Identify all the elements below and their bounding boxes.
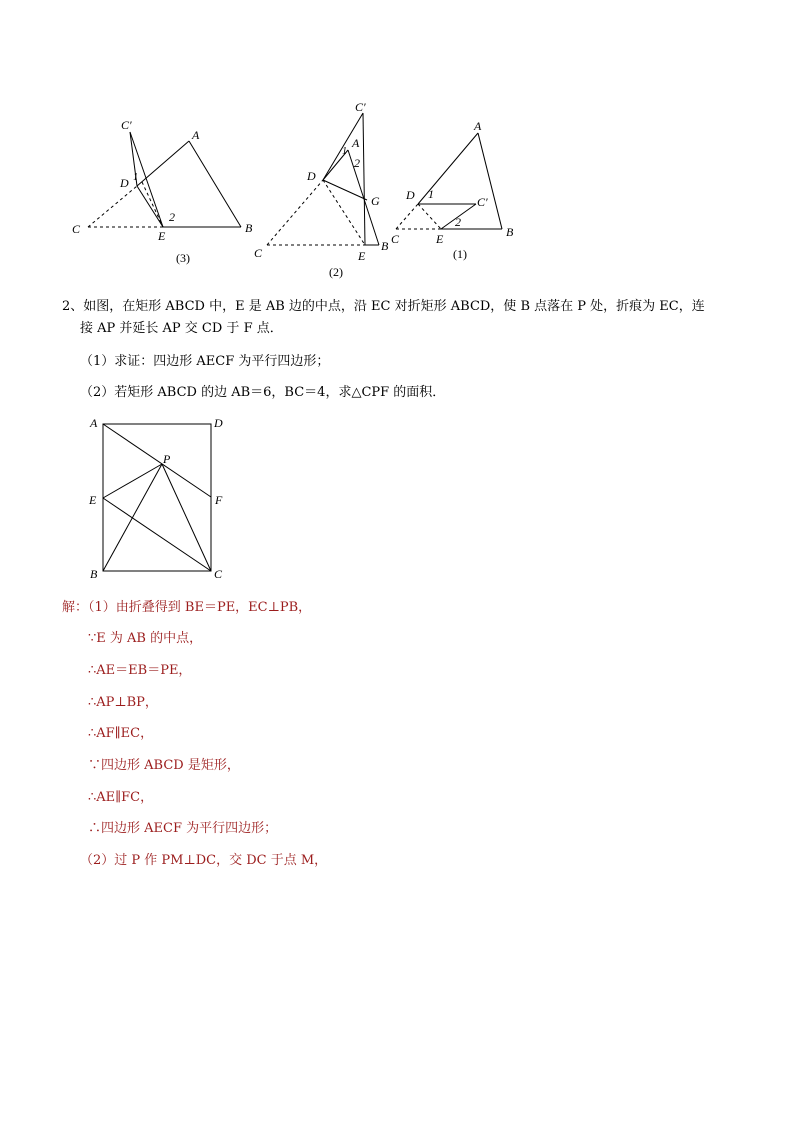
fig2-label-e: E [358, 249, 366, 263]
problem-text-1: 如图，在矩形 ABCD 中，E 是 AB 边的中点，沿 EC 对折矩形 ABCD，使 B 点落在 P 处，折痕为 EC，连 [83, 299, 705, 314]
fig2-label-c: C [254, 246, 263, 260]
rectangle-figure [80, 408, 240, 588]
solution-line-4: ∴AP⊥BP， [88, 695, 158, 710]
fig1-label-e: E [436, 232, 444, 246]
fig1-label-c: C [391, 232, 400, 246]
fig1-label-2: 2 [455, 215, 461, 229]
solution-line-1: 解：（1）由折叠得到 BE＝PE，EC⊥PB， [62, 600, 312, 615]
fig3-label-1: 1 [133, 172, 138, 183]
question-2: （2）若矩形 ABCD 的边 AB＝6，BC＝4，求△CPF 的面积． [80, 385, 446, 400]
fig2-label-d: D [307, 169, 316, 183]
fig1-label-cprime: C′ [477, 195, 488, 209]
fig2-label-a: A [352, 136, 360, 150]
fig2-label-cprime: C′ [355, 100, 366, 114]
fig2-label-b: B [381, 239, 389, 253]
figure-3 [88, 132, 241, 227]
solution-line-5: ∴AF∥EC， [88, 726, 154, 741]
solution-line-3: ∴AE＝EB＝PE， [88, 663, 192, 678]
problem-number: 2、 [62, 299, 84, 314]
problem-line-1 [62, 297, 705, 317]
fig1-label-d: D [406, 188, 415, 202]
fig3-label-d: D [120, 176, 129, 190]
fig2-caption: (2) [329, 265, 343, 279]
rect-label-f: F [215, 493, 223, 507]
top-figures [0, 90, 794, 290]
fig2-label-2: 2 [354, 156, 360, 170]
fig3-label-c: C [72, 222, 81, 236]
problem-line-2: 接 AP 并延长 AP 交 CD 于 F 点． [80, 321, 283, 336]
fig1-caption: (1) [453, 247, 467, 261]
fig3-label-2: 2 [169, 210, 175, 224]
rect-label-e: E [89, 493, 97, 507]
solution-line-9: （2）过 P 作 PM⊥DC，交 DC 于点 M， [80, 853, 328, 868]
solution-line-8: ∴四边形 AECF 为平行四边形； [88, 821, 278, 836]
fig1-label-b: B [506, 225, 514, 239]
rect-label-d: D [214, 416, 223, 430]
fig3-caption: (3) [176, 251, 190, 265]
fig3-label-cprime: C′ [121, 118, 132, 132]
solution-line-7: ∴AE∥FC， [88, 790, 154, 805]
fig2-label-1: 1 [342, 146, 347, 157]
fig3-label-e: E [158, 229, 166, 243]
figure-2 [267, 113, 379, 245]
fig1-label-1: 1 [428, 187, 434, 201]
figure-1 [396, 133, 502, 229]
fig2-label-g: G [371, 194, 380, 208]
fig3-label-a: A [192, 128, 200, 142]
rect-label-b: B [90, 567, 98, 581]
solution-line-2: ∵E 为 AB 的中点， [88, 631, 203, 646]
rect-label-a: A [90, 416, 98, 430]
fig3-label-b: B [245, 221, 253, 235]
rect-label-c: C [214, 567, 223, 581]
fig1-label-a: A [474, 119, 482, 133]
rect-label-p: P [163, 452, 171, 466]
question-1: （1）求证：四边形 AECF 为平行四边形； [80, 354, 330, 369]
solution-line-6: ∵四边形 ABCD 是矩形， [88, 758, 240, 773]
